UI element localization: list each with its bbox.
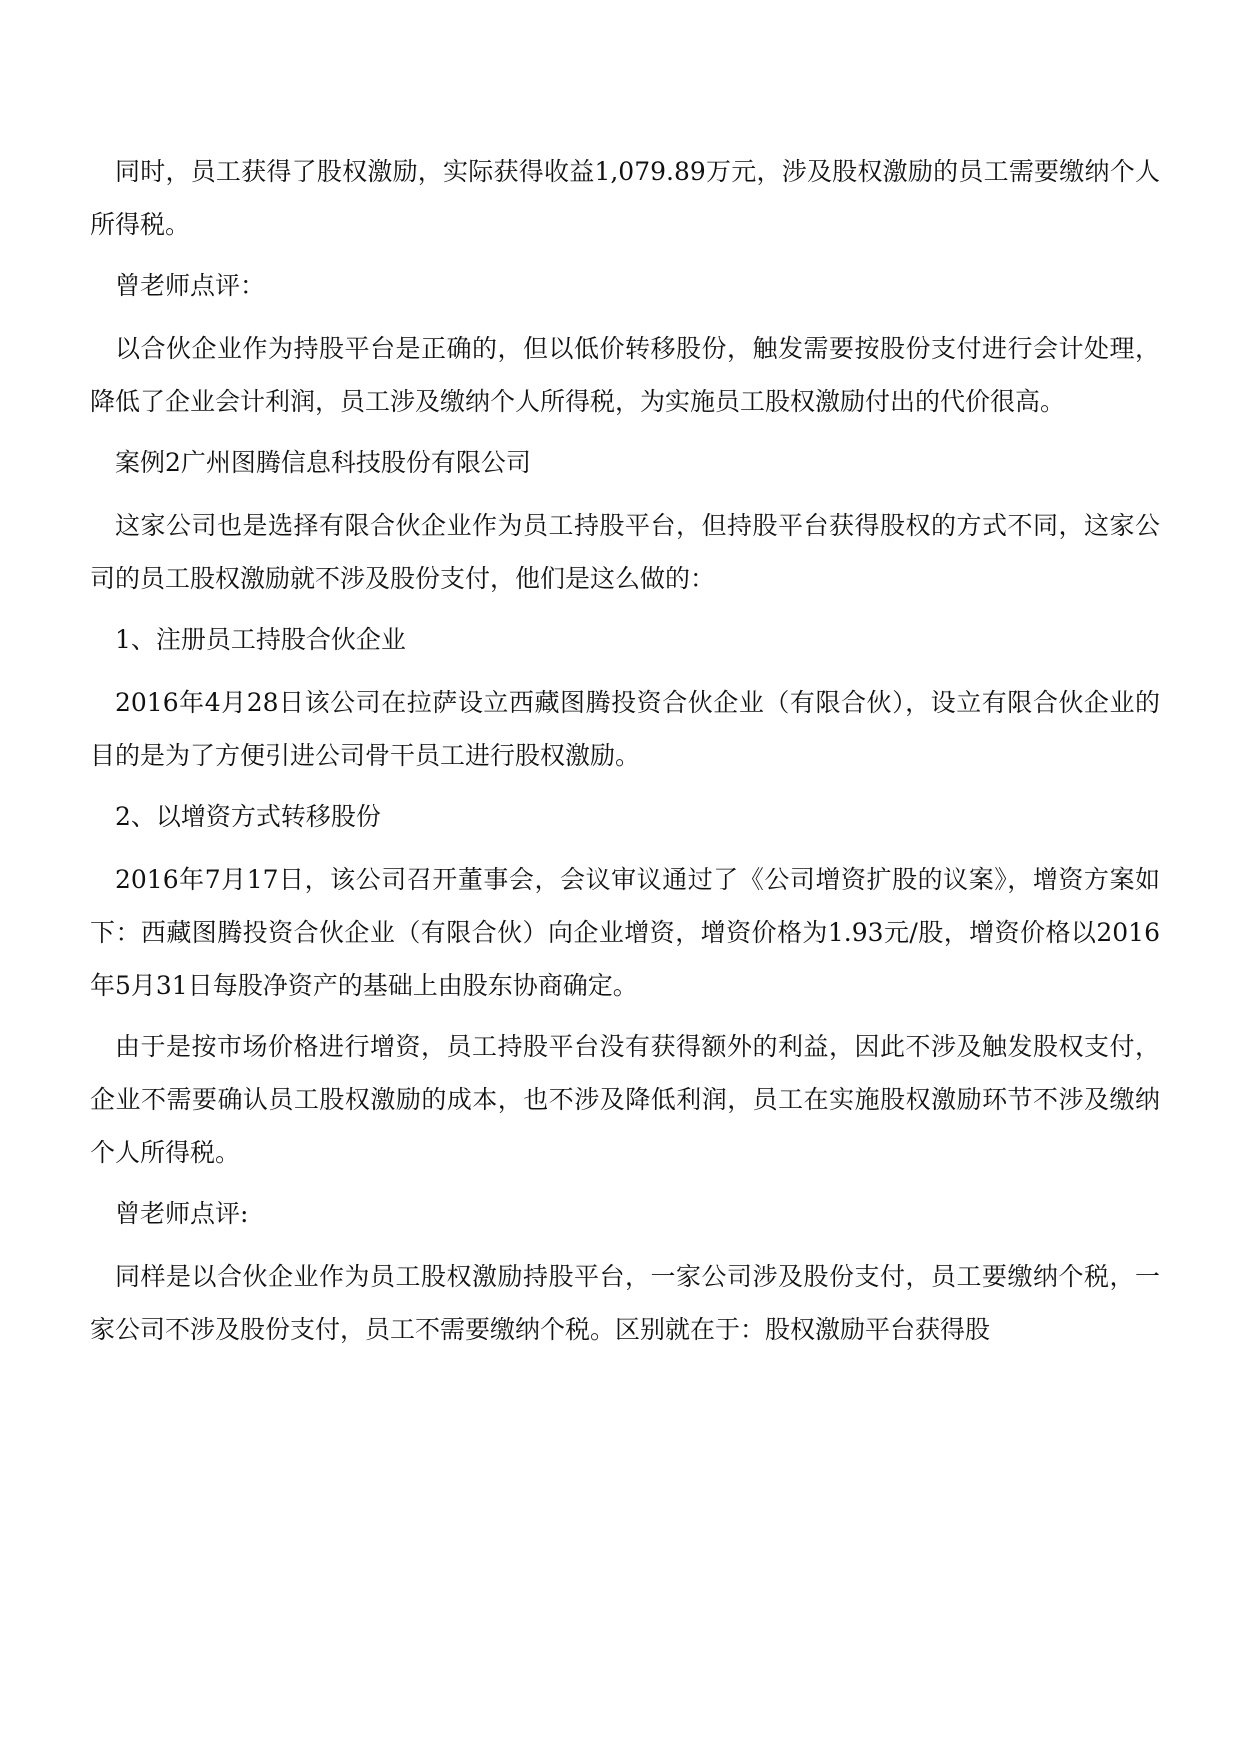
paragraph-comment-body-2: 同样是以合伙企业作为员工股权激励持股平台，一家公司涉及股份支付，员工要缴纳个税，一家公司不涉及股份支付，员工不需要缴纳个税。区别就在于：股权激励平台获得股 (90, 1262, 1160, 1344)
paragraph-comment-body-1: 以合伙企业作为持股平台是正确的，但以低价转移股份，触发需要按股份支付进行会计处理，降低了企业会计利润，员工涉及缴纳个人所得税，为实施员工股权激励付出的代价很高。 (90, 334, 1160, 416)
paragraph-step-2-body: 2016年7月17日，该公司召开董事会，会议审议通过了《公司增资扩股的议案》，增资方案如下：西藏图腾投资合伙企业（有限合伙）向企业增资，增资价格为1.93元/股，增资价格以2016年5月31日每股净资产的基础上由股东协商确定。 (90, 865, 1160, 1000)
paragraph-case-2-title: 案例2广州图腾信息科技股份有限公司 (115, 448, 531, 477)
paragraph-teacher-comment-1: 曾老师点评： (115, 271, 266, 300)
paragraph-step-2-title: 2、以增资方式转移股份 (115, 802, 381, 831)
paragraph-teacher-comment-2: 曾老师点评: (115, 1199, 249, 1228)
paragraph-employee-income: 同时，员工获得了股权激励，实际获得收益1,079.89万元，涉及股权激励的员工需要缴纳个人所得税。 (90, 157, 1160, 239)
paragraph-case-2-intro: 这家公司也是选择有限合伙企业作为员工持股平台，但持股平台获得股权的方式不同，这家公司的员工股权激励就不涉及股份支付，他们是这么做的： (90, 511, 1160, 593)
paragraph-market-price-explanation: 由于是按市场价格进行增资，员工持股平台没有获得额外的利益，因此不涉及触发股权支付，企业不需要确认员工股权激励的成本，也不涉及降低利润，员工在实施股权激励环节不涉及缴纳个人所得税。 (90, 1032, 1160, 1167)
document-page (90, 145, 1160, 1364)
paragraph-step-1-body: 2016年4月28日该公司在拉萨设立西藏图腾投资合伙企业（有限合伙），设立有限合伙企业的目的是为了方便引进公司骨干员工进行股权激励。 (90, 688, 1160, 770)
paragraph-step-1-title: 1、注册员工持股合伙企业 (115, 625, 406, 654)
